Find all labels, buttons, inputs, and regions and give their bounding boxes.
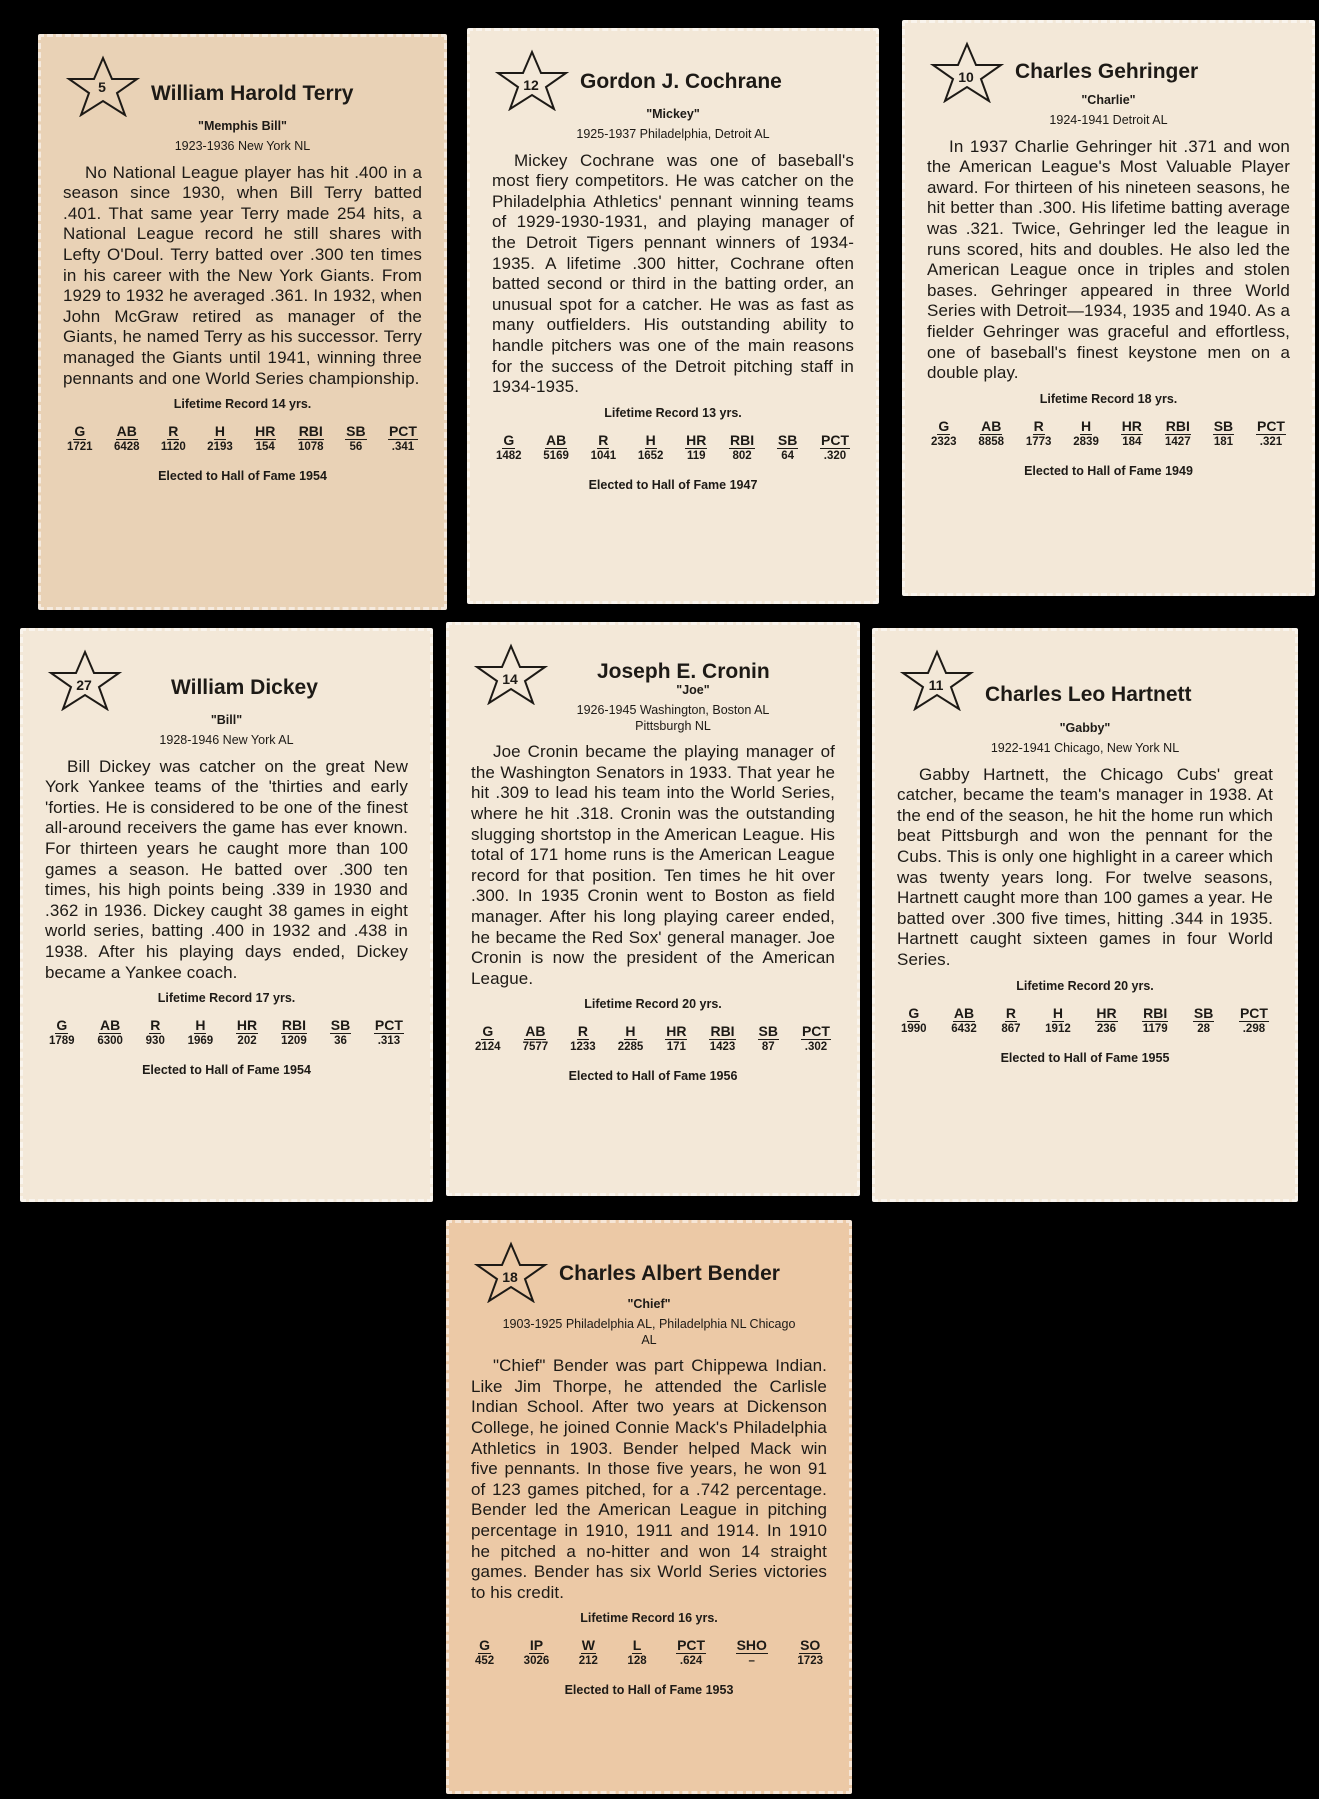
stat-pct xyxy=(820,432,850,464)
player-card-bender xyxy=(446,1220,852,1794)
player-name: William Dickey xyxy=(171,676,318,699)
stat-label: IP xyxy=(529,1637,544,1654)
stat-value: 452 xyxy=(475,1655,495,1668)
stat-label: SB xyxy=(1213,417,1234,434)
star-icon xyxy=(471,643,557,705)
stat-pct xyxy=(676,1637,706,1669)
stat-value: .624 xyxy=(679,1655,703,1668)
lifetime-record: Lifetime Record 14 yrs. xyxy=(173,397,312,412)
stat-value: 64 xyxy=(781,449,794,462)
career-years: 1922-1941 Chicago, New York NL xyxy=(990,741,1180,755)
stat-label: PCT xyxy=(1239,1004,1268,1021)
stat-label: R xyxy=(150,1017,161,1034)
stat-value: 1789 xyxy=(49,1035,75,1048)
stat-value: 6300 xyxy=(97,1035,123,1048)
stat-value: 7577 xyxy=(522,1041,549,1054)
stat-label: W xyxy=(581,1637,595,1654)
stat-value: .320 xyxy=(823,449,847,462)
stat-rbi xyxy=(729,432,755,464)
stat-pct xyxy=(801,1023,831,1055)
stat-value: 2323 xyxy=(931,435,957,448)
stat-g xyxy=(49,1017,75,1049)
hall-of-fame: Elected to Hall of Fame 1949 xyxy=(1024,463,1193,478)
stat-label: AB xyxy=(525,1023,546,1040)
player-card-cochrane xyxy=(467,28,879,604)
player-nickname: "Gabby" xyxy=(1059,721,1111,735)
stat-value: 119 xyxy=(686,449,706,462)
stat-label: G xyxy=(908,1004,920,1021)
stat-label: RBI xyxy=(298,423,323,440)
stat-label: R xyxy=(1005,1004,1017,1021)
hall-of-fame: Elected to Hall of Fame 1953 xyxy=(564,1683,734,1698)
stat-value: .341 xyxy=(391,441,415,454)
hall-of-fame: Elected to Hall of Fame 1954 xyxy=(142,1063,311,1078)
player-name: Charles Gehringer xyxy=(1015,60,1199,83)
player-bio: "Chief" Bender was part Chippewa Indian. Like Jim Thorpe, he attended the Carlisle Indian School. After two years at Dickenson College, he joined Connie Mack's Philadelphia Athletics in 1903. Bender helped Mack win five pennants. In those five years, he won 91 of 123 games pitched, for a .742 percentage. Bender led the American League in pitching percentage in 1910, 1911 and 1914. In 1910 he pitched a no-hitter and won 14 straight games. Bender has six World Series victories to his credit. xyxy=(471,1356,827,1602)
player-bio: No National League player has hit .400 in a season since 1930, when Bill Terry batted .401. That same year Terry made 254 hits, a National League record he still shares with Lefty O'Doul. Terry batted over .300 ten times in his career with the New York Giants. From 1929 to 1932 he averaged .361. In 1932, when John McGraw retired as manager of the Giants, he named Terry as his successor. Terry managed the Giants until 1941, winning three pennants and one World Series championship. xyxy=(63,162,422,388)
stat-label: AB xyxy=(116,423,137,440)
stat-value: 3026 xyxy=(523,1655,550,1668)
stat-label: HR xyxy=(666,1023,687,1040)
stat-label: AB xyxy=(953,1004,975,1021)
stat-value: 1423 xyxy=(709,1041,736,1054)
stat-value: 5169 xyxy=(543,449,569,462)
stat-label: R xyxy=(168,423,179,440)
stat-h xyxy=(638,432,664,464)
card-number: 10 xyxy=(958,69,974,85)
career-years: 1928-1946 New York AL xyxy=(159,733,294,747)
lifetime-record: Lifetime Record 13 yrs. xyxy=(604,405,742,420)
stat-value: 1969 xyxy=(187,1035,214,1048)
stat-label: SB xyxy=(1193,1004,1214,1021)
player-nickname: "Memphis Bill" xyxy=(198,119,287,133)
stat-label: HR xyxy=(1096,1004,1117,1021)
stats-table xyxy=(49,1017,404,1049)
player-bio: Joe Cronin became the playing manager of the Washington Senators in 1933. That year he hit .309 to lead his team into the World Series, where he hit .318. Cronin was the outstanding slugging shortstop in the American League. His total of 171 home runs is the American League record for that position. Ten times he hit over .300. In 1935 Cronin went to Boston as field manager. After his long playing career ended, he became the Red Sox' general manager. Joe Cronin is now the president of the American League. xyxy=(471,742,835,988)
stat-label: AB xyxy=(545,431,567,448)
player-card-cronin xyxy=(446,622,860,1196)
stat-value: 181 xyxy=(1213,435,1234,448)
stat-label: PCT xyxy=(1256,417,1285,434)
stat-h xyxy=(1045,1005,1071,1037)
stat-ab xyxy=(951,1005,977,1037)
star-icon xyxy=(927,41,1013,103)
stat-sho xyxy=(736,1637,768,1669)
stat-label: H xyxy=(214,423,226,440)
stat-value: 1427 xyxy=(1165,435,1191,448)
stat-value: 2839 xyxy=(1073,435,1099,448)
stat-g xyxy=(67,423,93,455)
stat-r xyxy=(1026,418,1052,450)
star-icon xyxy=(471,1241,557,1303)
stat-g xyxy=(475,1637,494,1669)
stat-value: 1773 xyxy=(1025,435,1052,448)
card-number: 11 xyxy=(928,677,944,693)
stat-sb xyxy=(1213,418,1234,450)
stat-label: SHO xyxy=(736,1637,767,1654)
stat-g xyxy=(475,1023,501,1055)
hall-of-fame: Elected to Hall of Fame 1954 xyxy=(158,469,327,484)
career-years: 1926-1945 Washington, Boston AL Pittsburgh NL xyxy=(576,703,770,733)
star-icon xyxy=(492,49,578,111)
stat-value: 1912 xyxy=(1045,1022,1071,1035)
stat-label: PCT xyxy=(801,1023,830,1040)
player-name: William Harold Terry xyxy=(151,82,354,105)
stat-value: 1209 xyxy=(281,1035,307,1048)
stat-label: HR xyxy=(255,423,276,440)
stat-hr xyxy=(236,1017,258,1049)
star-icon xyxy=(897,649,983,711)
stat-h xyxy=(207,423,233,455)
stats-table xyxy=(901,1005,1269,1037)
player-card-hartnett xyxy=(872,628,1298,1202)
player-nickname: "Bill" xyxy=(210,713,243,727)
player-card-dickey xyxy=(20,628,433,1202)
stat-value: 2285 xyxy=(617,1041,644,1054)
card-number: 18 xyxy=(502,1269,518,1285)
card-header xyxy=(45,649,408,711)
stats-table xyxy=(496,432,850,464)
stat-value: 2124 xyxy=(475,1041,501,1054)
stat-label: SB xyxy=(777,431,798,448)
stats-table xyxy=(931,418,1286,450)
stat-value: 1120 xyxy=(160,441,186,454)
player-nickname: "Charlie" xyxy=(1081,93,1136,107)
stat-label: RBI xyxy=(1143,1004,1168,1021)
player-bio: Mickey Cochrane was one of baseball's most fiery competitors. He was catcher on the Philadelphia Athletics' pennant winning teams of 1929-1930-1931, and playing manager of the Detroit Tigers pennant winners of 1934-1935. A lifetime .300 hitter, Cochrane often batted second or third in the batting order, an unusual spot for a catcher. He was as fast as many outfielders. His outstanding ability to handle pitchers was one of the main reasons for the success of the Detroit pitching staff in 1934-1935. xyxy=(492,150,854,397)
stat-r xyxy=(1001,1005,1020,1037)
stat-label: PCT xyxy=(388,423,417,440)
card-number: 12 xyxy=(523,77,539,93)
stat-pct xyxy=(374,1017,404,1049)
stat-value: 1233 xyxy=(570,1041,596,1054)
player-name: Charles Albert Bender xyxy=(559,1262,780,1285)
stat-w xyxy=(579,1637,598,1669)
stat-hr xyxy=(254,423,276,455)
stat-label: SB xyxy=(758,1023,778,1040)
player-name: Joseph E. Cronin xyxy=(597,660,770,683)
career-years: 1903-1925 Philadelphia AL, Philadelphia NL Chicago AL xyxy=(502,1317,796,1347)
stat-ip xyxy=(524,1637,550,1669)
stat-ab xyxy=(523,1023,549,1055)
stat-hr xyxy=(1121,418,1143,450)
lifetime-record: Lifetime Record 18 yrs. xyxy=(1039,391,1178,406)
player-nickname: "Mickey" xyxy=(646,107,700,121)
player-card-terry xyxy=(38,34,447,610)
stat-label: HR xyxy=(236,1017,258,1034)
stat-label: HR xyxy=(1121,417,1142,434)
stat-value: 1990 xyxy=(901,1022,927,1035)
stat-value: 236 xyxy=(1096,1022,1117,1035)
stat-label: PCT xyxy=(821,431,849,448)
stat-rbi xyxy=(709,1023,735,1055)
stat-label: HR xyxy=(686,431,707,448)
stat-label: RBI xyxy=(1165,417,1190,434)
stat-g xyxy=(931,418,957,450)
stat-label: L xyxy=(632,1637,642,1654)
stat-so xyxy=(797,1637,823,1669)
stat-label: SO xyxy=(800,1637,821,1654)
card-number: 14 xyxy=(502,671,518,687)
player-name: Gordon J. Cochrane xyxy=(580,70,782,93)
player-bio: Bill Dickey was catcher on the great New York Yankee teams of the 'thirties and early 'forties. He is considered to be one of the finest all-around receivers the game has ever known. For thirteen years he caught more than 100 games a season. He batted over .300 ten times, his high points being .339 in 1930 and .362 in 1936. Dickey caught 38 games in eight world series, batting .400 in 1932 and .438 in 1938. After his playing days ended, Dickey became a Yankee coach. xyxy=(45,756,408,982)
star-icon xyxy=(63,55,149,117)
stat-sb xyxy=(1193,1005,1214,1037)
stats-table xyxy=(67,423,418,455)
stat-label: R xyxy=(598,431,609,448)
stat-pct xyxy=(1239,1005,1269,1037)
hall-of-fame: Elected to Hall of Fame 1956 xyxy=(568,1069,738,1084)
stat-h xyxy=(618,1023,644,1055)
stat-value: 1179 xyxy=(1142,1022,1168,1035)
stats-table xyxy=(475,1023,831,1055)
stat-value: 802 xyxy=(732,449,752,462)
stat-value: 212 xyxy=(578,1655,598,1668)
stat-value: 6428 xyxy=(113,441,140,454)
stat-ab xyxy=(978,418,1004,450)
stat-ab xyxy=(543,432,569,464)
stat-label: H xyxy=(625,1023,636,1040)
player-name: Charles Leo Hartnett xyxy=(985,683,1192,706)
stat-value: 128 xyxy=(627,1655,647,1668)
stat-label: H xyxy=(645,431,656,448)
stats-table xyxy=(475,1637,823,1669)
stat-rbi xyxy=(1165,418,1191,450)
stat-label: RBI xyxy=(281,1017,306,1034)
stat-hr xyxy=(685,432,707,464)
stat-value: 930 xyxy=(145,1035,165,1048)
player-bio: Gabby Hartnett, the Chicago Cubs' great catcher, became the team's manager in 1938. At the end of the season, he hit the home run which beat Pittsburgh and won the pennant for the Cubs. This is only one highlight in a career which was twenty years long. For twelve seasons, Hartnett caught more than 100 games a year. He batted over .300 five times, hitting .344 in 1935. Hartnett caught sixteen games in four World Series. xyxy=(897,764,1273,969)
stat-r xyxy=(570,1023,596,1055)
stat-r xyxy=(591,432,617,464)
lifetime-record: Lifetime Record 20 yrs. xyxy=(1016,978,1154,993)
stat-label: RBI xyxy=(710,1023,735,1040)
player-bio: In 1937 Charlie Gehringer hit .371 and won the American League's Most Valuable Player award. For thirteen of his nineteen seasons, he hit better than .300. His lifetime batting average was .321. Twice, Gehringer led the league in runs scored, hits and doubles. He also led the American League once in triples and stolen bases. Gehringer appeared in three World Series with Detroit—1934, 1935 and 1940. As a fielder Gehringer was graceful and effortless, one of baseball's finest keystone men on a double play. xyxy=(927,136,1290,383)
stat-value: 171 xyxy=(666,1041,686,1054)
stat-label: R xyxy=(577,1023,588,1040)
stat-pct xyxy=(388,423,418,455)
player-card-gehringer xyxy=(902,20,1315,596)
stat-label: G xyxy=(503,431,515,448)
stat-label: G xyxy=(74,423,86,440)
player-nickname: "Joe" xyxy=(676,683,710,697)
career-years: 1925-1937 Philadelphia, Detroit AL xyxy=(576,127,770,141)
stat-hr xyxy=(665,1023,687,1055)
hall-of-fame: Elected to Hall of Fame 1955 xyxy=(1000,1050,1170,1065)
card-header xyxy=(897,649,1273,711)
stat-l xyxy=(627,1637,646,1669)
stat-label: G xyxy=(482,1023,494,1040)
lifetime-record: Lifetime Record 20 yrs. xyxy=(584,997,722,1012)
stat-hr xyxy=(1095,1005,1117,1037)
lifetime-record: Lifetime Record 17 yrs. xyxy=(157,991,296,1006)
stat-label: AB xyxy=(100,1017,121,1034)
card-number: 5 xyxy=(98,79,106,95)
stat-value: 1652 xyxy=(637,449,664,462)
stat-value: 1721 xyxy=(67,441,93,454)
career-years: 1924-1941 Detroit AL xyxy=(1049,113,1168,127)
stat-label: SB xyxy=(330,1017,351,1034)
hall-of-fame: Elected to Hall of Fame 1947 xyxy=(588,477,758,492)
stat-value: 56 xyxy=(349,441,363,454)
stat-sb xyxy=(330,1017,351,1049)
stat-r xyxy=(161,423,186,455)
lifetime-record: Lifetime Record 16 yrs. xyxy=(580,1611,718,1626)
stat-value: 87 xyxy=(761,1041,775,1054)
stat-label: G xyxy=(479,1637,491,1654)
star-icon xyxy=(45,649,131,711)
stat-rbi xyxy=(281,1017,307,1049)
stat-value: 1723 xyxy=(797,1655,823,1668)
stat-label: AB xyxy=(981,417,1002,434)
career-years: 1923-1936 New York NL xyxy=(174,139,311,153)
stat-g xyxy=(496,432,522,464)
stat-rbi xyxy=(298,423,324,455)
stat-value: 28 xyxy=(1197,1022,1211,1035)
stat-label: G xyxy=(938,417,950,434)
card-number: 27 xyxy=(76,677,92,693)
stat-value: 1482 xyxy=(496,449,522,462)
stat-ab xyxy=(114,423,140,455)
stat-label: R xyxy=(1033,417,1044,434)
stat-value: 2193 xyxy=(207,441,233,454)
stat-pct xyxy=(1256,418,1286,450)
player-nickname: "Chief" xyxy=(627,1297,671,1311)
stat-sb xyxy=(345,423,366,455)
stat-value: .298 xyxy=(1242,1022,1266,1035)
stat-label: SB xyxy=(346,423,366,440)
stat-value: 202 xyxy=(237,1035,257,1048)
stat-label: H xyxy=(1081,417,1092,434)
stat-value: .302 xyxy=(804,1041,828,1054)
stat-label: H xyxy=(1052,1004,1064,1021)
stat-r xyxy=(146,1017,165,1049)
stat-rbi xyxy=(1142,1005,1168,1037)
stat-ab xyxy=(97,1017,123,1049)
stat-value: 1041 xyxy=(590,449,617,462)
stat-h xyxy=(188,1017,214,1049)
stat-label: G xyxy=(56,1017,68,1034)
stat-value: .313 xyxy=(377,1035,401,1048)
stat-value: 8858 xyxy=(978,435,1005,448)
stat-value: 6432 xyxy=(951,1022,977,1035)
stat-value: .321 xyxy=(1259,435,1283,448)
stat-label: RBI xyxy=(730,431,755,448)
card-header xyxy=(471,1241,827,1303)
stat-value: 1078 xyxy=(297,441,324,454)
stat-value: 184 xyxy=(1122,435,1142,448)
stat-value: 36 xyxy=(334,1035,347,1048)
stat-h xyxy=(1073,418,1099,450)
stat-label: H xyxy=(195,1017,206,1034)
card-header xyxy=(63,55,422,117)
stat-label: PCT xyxy=(374,1017,403,1034)
stat-value: 867 xyxy=(1001,1022,1021,1035)
stat-value: 154 xyxy=(255,441,275,454)
card-header xyxy=(492,49,854,111)
stat-g xyxy=(901,1005,927,1037)
stat-sb xyxy=(758,1023,779,1055)
stat-label: PCT xyxy=(677,1637,706,1654)
stat-value: – xyxy=(748,1655,755,1668)
stat-sb xyxy=(777,432,798,464)
